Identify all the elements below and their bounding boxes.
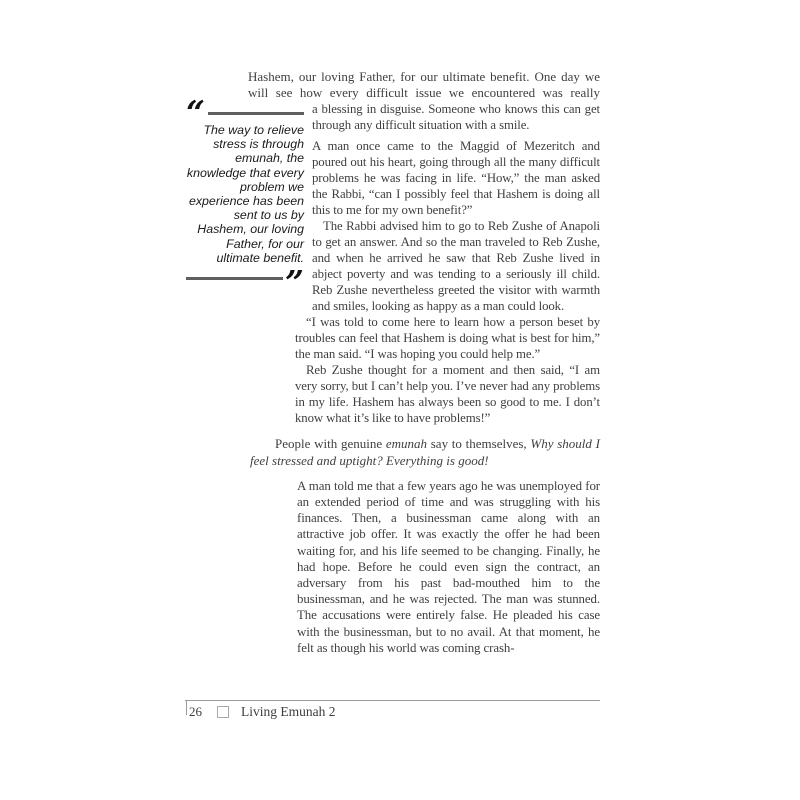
paragraph-continuation-wide: Hashem, our loving Father, for our ultimate benefit. One day we will see how every difficult issue we encountered was really (248, 69, 600, 101)
pull-quote-top-rule (208, 112, 304, 115)
paragraph-continuation-wrapped: a blessing in disguise. Someone who knows this can get through any difficult situation with a smile. (312, 102, 600, 133)
pull-quote-header (186, 93, 304, 132)
paragraph-zushe-reply: Reb Zushe thought for a moment and then said, “I am very sorry, but I can’t help you. I’ve never had any problems in my life. Hashem has always been so good to me. I don’t know what it’s like to have problems!” (295, 363, 600, 426)
page-body (0, 69, 800, 656)
pull-quote-text: The way to relieve stress is through emunah, the knowledge that every problem we experience has been sent to us by Hashem, our loving Father, for our ultimate benefit. (186, 123, 304, 265)
open-quote-icon: “ (186, 93, 205, 132)
paragraph-rabbi-advice: The Rabbi advised him to go to Reb Zushe of Anapoli to get an answer. And so the man traveled to Reb Zushe, and when he arrived he saw that Reb Zushe lived in abject poverty and was tending to a seriously ill child. Reb Zushe nevertheless greeted the visitor with warmth and smiles, looking as happy as a man could look. (312, 219, 600, 314)
paragraph-visitor-request: “I was told to come here to learn how a person beset by troubles can feel that Hashem is doing what is best for him,” the man said. “I was hoping you could help me.” (295, 315, 600, 362)
pull-quote (186, 93, 304, 303)
close-quote-icon: ” (285, 263, 304, 303)
paragraph-unemployed-story: A man told me that a few years ago he was unemployed for an extended period of time and was struggling with his finances. Then, a businessman came along with an attractive job offer. It was exactly the offer he had been waiting for, and his life seemed to be changing. Finally, he had hope. Before he could even sign the contract, an adversary from his past bad-mouthed him to the businessman, and he was rejected. The man was stunned. The accusations were entirely false. He pleaded his case with the businessman, but to no avail. At that moment, he felt as though his world was coming crash- (297, 478, 600, 655)
footer-row (189, 704, 800, 720)
page-footer (0, 700, 800, 720)
footer-square-icon (217, 706, 229, 718)
paragraph-maggid-story: A man once came to the Maggid of Mezeritch and poured out his heart, going through all the many difficult problems he was facing in life. “How,” the man asked the Rabbi, “can I possibly feel that Hashem is doing all this to me for my own benefit?” (312, 139, 600, 218)
book-title: Living Emunah 2 (241, 704, 336, 719)
footer-tick (186, 700, 187, 715)
footer-rule (185, 700, 600, 701)
page-number: 26 (189, 704, 202, 719)
pull-quote-bottom-rule (186, 277, 283, 280)
pull-quote-footer (186, 263, 304, 303)
body-column (295, 101, 600, 426)
paragraph-emunah-lead: People with genuine emunah say to themselves, Why should I feel stressed and uptight? Everything is good! (250, 436, 600, 468)
